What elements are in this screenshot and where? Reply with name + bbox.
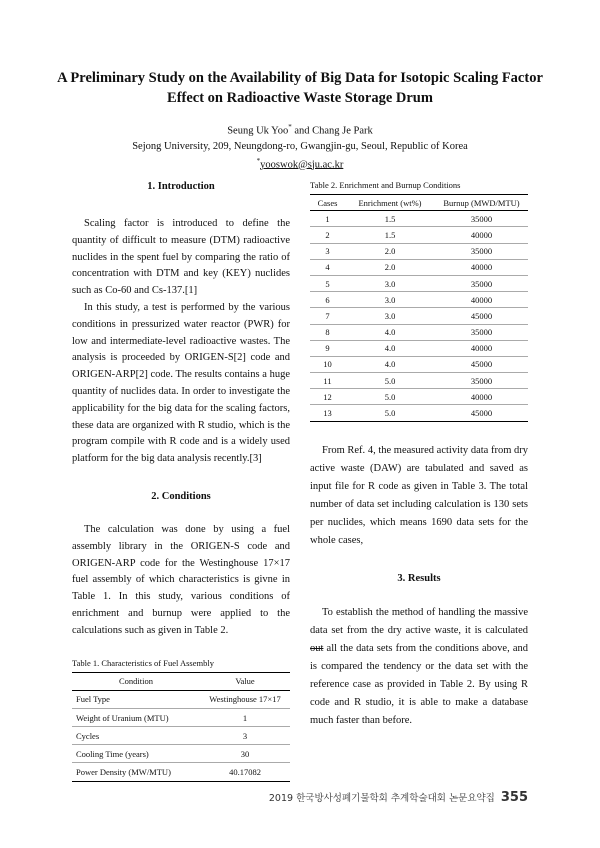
table-cell: 3 — [242, 730, 248, 741]
table-row — [310, 227, 528, 243]
table-cell: Fuel Type — [76, 694, 110, 705]
table-2 — [310, 194, 528, 422]
table-row — [72, 690, 290, 708]
table-cell: 5.0 — [384, 375, 396, 386]
table-row — [72, 708, 290, 726]
table-cell: Westinghouse 17×17 — [209, 694, 281, 705]
table-row — [310, 275, 528, 291]
table-cell: 40000 — [470, 294, 493, 305]
section-heading-conditions: 2. Conditions — [151, 490, 211, 502]
table-row — [310, 373, 528, 389]
table-cell: 5.0 — [384, 408, 396, 419]
table-cell: 4.0 — [384, 327, 396, 338]
table-cell: 9 — [325, 343, 330, 354]
table-row — [310, 340, 528, 356]
table-cell: 45000 — [470, 310, 493, 321]
author-block — [0, 120, 600, 172]
table-cell: 3.0 — [384, 294, 396, 305]
table-cell: 10 — [323, 359, 332, 370]
table-cell: 7 — [325, 310, 330, 321]
table-cell: Cooling Time (years) — [76, 748, 149, 759]
table-row — [310, 259, 528, 275]
results-text-b: all the data sets from the conditions above, and is compared the tendency or the data set with the reference case as provided in Table 2. By using R code and R studio, it is able to make a database much faster than before. — [310, 642, 528, 726]
table-1-header-condition: Condition — [118, 676, 153, 687]
table-cell: 4.0 — [384, 343, 396, 354]
table-2-header-row — [310, 195, 528, 211]
left-column — [72, 180, 290, 782]
intro-paragraph-2: In this study, a test is performed by the various conditions in pressurized water reactor (PWR) for low and intermediate-level radioactive wastes. The analysis is proceeded by ORIGEN-S[2] code and ORIGEN-ARP[2] code. The results contains a huge quantity of nuclides data. In order to investigate the applicability for the big data for the scaling factors, these data are organized with R studio, which is the program compile with R code and is a widely used platform for the big data analysis recently.[3] — [72, 301, 290, 465]
table-cell: 5.0 — [384, 391, 396, 402]
table-cell: 45000 — [470, 408, 493, 419]
table-cell: 3 — [325, 246, 330, 257]
table-cell: 40.17082 — [229, 767, 261, 778]
table-2-header-enrichment: Enrichment (wt%) — [358, 197, 422, 208]
table-cell: 35000 — [470, 327, 493, 338]
table-row — [310, 405, 528, 421]
table-row — [310, 308, 528, 324]
table-cell: 40000 — [470, 229, 493, 240]
table-row — [310, 211, 528, 227]
table-cell: 1 — [242, 712, 248, 723]
author-names — [0, 120, 600, 139]
title-line-2: Effect on Radioactive Waste Storage Drum — [167, 90, 433, 106]
footer-proceedings-title: 2019 한국방사성폐기물학회 추계학술대회 논문요약집 — [268, 793, 495, 804]
table-cell: 3.0 — [384, 278, 396, 289]
email-mark: * — [256, 156, 261, 165]
table-cell: 2.0 — [384, 262, 396, 273]
table-cell: Power Density (MW/MTU) — [76, 767, 171, 778]
table-cell: Weight of Uranium (MTU) — [76, 712, 169, 723]
table-cell: 30 — [240, 748, 250, 759]
table-row — [310, 389, 528, 405]
table-1 — [72, 672, 290, 782]
author-first: Seung Uk Yoo — [227, 125, 289, 137]
table-2-header-cases: Cases — [317, 197, 338, 208]
results-text-a: To establish the method of handling the massive data set from the dry active waste, it is calculated — [310, 606, 528, 636]
table-row — [72, 763, 290, 781]
table-cell: 40000 — [470, 262, 493, 273]
struck-word: out — [310, 642, 324, 654]
author-email[interactable]: yooswok@sju.ac.kr — [260, 159, 344, 170]
table-cell: 8 — [325, 327, 330, 338]
table-cell: Cycles — [76, 730, 100, 741]
paper-title — [40, 68, 560, 108]
data-description-paragraph: From Ref. 4, the measured activity data from dry active waste (DAW) are tabulated and saved as input file for R code as given in Table 3. The total number of data set including calculation is 130 sets per nuclides, which means 1690 data sets for the whole cases, — [310, 444, 528, 546]
author-rest: and Chang Je Park — [291, 125, 373, 137]
table-cell: 2.0 — [384, 246, 396, 257]
table-cell: 35000 — [470, 213, 493, 224]
table-cell: 1 — [325, 213, 330, 224]
table-row — [310, 356, 528, 372]
table-row — [72, 727, 290, 745]
table-cell: 1.5 — [384, 229, 396, 240]
section-heading-introduction: 1. Introduction — [147, 181, 215, 192]
section-heading-results: 3. Results — [397, 572, 441, 584]
table-cell: 6 — [325, 294, 330, 305]
table-row — [310, 292, 528, 308]
table-1-header-value: Value — [235, 676, 255, 687]
table-cell: 35000 — [470, 246, 493, 257]
table-cell: 40000 — [470, 343, 493, 354]
table-2-header-burnup: Burnup (MWD/MTU) — [443, 197, 520, 208]
title-line-1: A Preliminary Study on the Availability of Big Data for Isotopic Scaling Factor — [57, 70, 543, 86]
table-row — [310, 243, 528, 259]
table-cell: 13 — [323, 408, 332, 419]
table-cell: 2 — [325, 229, 330, 240]
table-cell: 45000 — [470, 359, 493, 370]
table-cell: 40000 — [470, 391, 493, 402]
email-line — [0, 154, 600, 173]
table-1-caption: Table 1. Characteristics of Fuel Assembly — [72, 657, 214, 668]
table-row — [310, 324, 528, 340]
table-cell: 12 — [323, 391, 332, 402]
table-cell: 3.0 — [384, 310, 396, 321]
page-number: 355 — [500, 790, 528, 805]
table-cell: 5 — [325, 278, 330, 289]
table-2-caption: Table 2. Enrichment and Burnup Conditions — [310, 180, 461, 190]
table-cell: 35000 — [470, 278, 493, 289]
results-paragraph-1 — [310, 604, 528, 730]
corresponding-mark: * — [288, 123, 292, 131]
table-cell: 4 — [325, 262, 330, 273]
table-row — [72, 745, 290, 763]
table-1-header-row — [72, 672, 290, 690]
conditions-paragraph-1: The calculation was done by using a fuel assembly library in the ORIGEN-S code and ORIGEN-ARP code for the Westinghouse 17×17 fuel assembly of which characteristics is givne in Table 1. In this study, various conditions of enrichment and burnup were applied to the calculations such as given in Table 2. — [72, 523, 290, 636]
page-footer — [269, 790, 528, 805]
table-cell: 11 — [323, 375, 332, 386]
right-column — [310, 180, 528, 730]
table-cell: 4.0 — [384, 359, 396, 370]
table-cell: 35000 — [470, 375, 493, 386]
table-cell: 1.5 — [384, 213, 396, 224]
affiliation: Sejong University, 209, Neungdong-ro, Gwangjin-gu, Seoul, Republic of Korea — [132, 140, 468, 152]
intro-paragraph-1: Scaling factor is introduced to define the quantity of difficult to measure (DTM) radioactive nuclides in the spent fuel by comparing the ratio of concentration with DTM and key (KEY) nuclides such as Co-60 and Cs-137.[1] — [72, 218, 290, 297]
